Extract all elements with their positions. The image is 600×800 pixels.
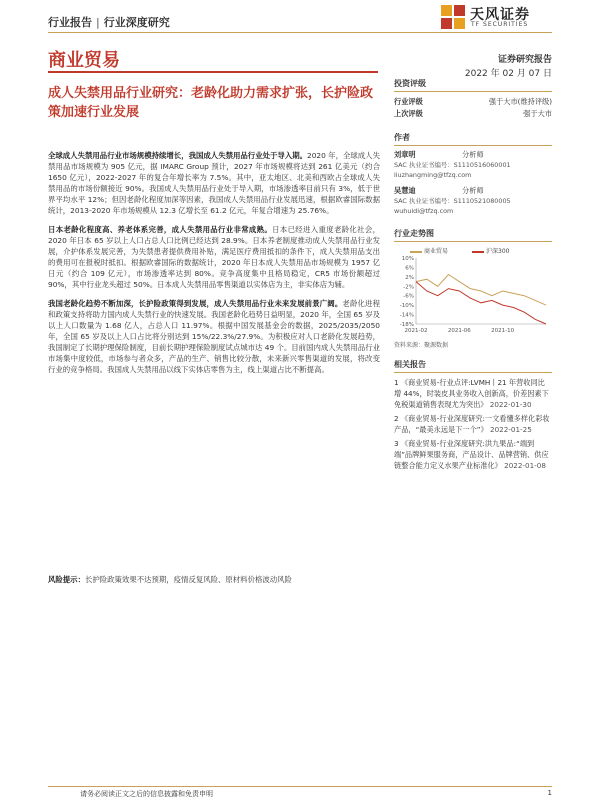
chart-section-title: 行业走势图: [394, 228, 552, 242]
x-tick-label: 2021-02: [404, 328, 428, 334]
report-date: 2022 年 02 月 07 日: [464, 69, 552, 79]
risk-label: 风险提示：: [48, 575, 85, 584]
related-report-date: 2022-01-30: [489, 400, 532, 409]
logo-mark-icon: [440, 4, 466, 30]
subcategory-label: 行业深度研究: [103, 16, 170, 29]
related-report-text: 2 《商业贸易-行业深度研究:一文看懂多样化彩妆产品，“最美永远是下一个”》: [394, 414, 550, 434]
analyst-cert: SAC 执业证书编号：S1110521080005: [394, 197, 511, 205]
author-section-title: 作者: [394, 132, 552, 146]
industry-trend-chart: [394, 246, 552, 338]
category-separator: |: [96, 16, 100, 29]
risk-warning: [48, 574, 388, 585]
logo-name-en: TF SECURITIES: [471, 21, 529, 28]
report-category: [48, 14, 170, 30]
series-line-2: [416, 282, 546, 324]
paragraph-lead: 日本老龄化程度高、养老体系完善，成人失禁用品行业非常成熟。: [48, 225, 273, 234]
sector-rule: [48, 71, 378, 73]
company-logo: [440, 2, 554, 32]
paragraph-1: [48, 150, 380, 216]
report-type: 证券研究报告: [497, 55, 552, 65]
paragraph-text: 老龄化进程和政策支持将助力国内成人失禁行业的快速发展。我国老龄化趋势日益明显，2020 年，全国 65 岁及以上人口数量为 1.68 亿人，占总人口 11.97%。根据中国发展基金会的数据，2025/2035/2050 年，全国 65 岁及以上人口占比将分别达到 15%/22.3%/27.9%。为积极应对人口老龄化发展趋势，我国制定了长期护理保险制度，目前长期护理保险制度试点城市达 49 个。目前国内成人失禁用品行业市场集中度较低，市场参与者众多，产品的生产、销售比较分散，未来新兴零售渠道的发展，将改变行业的竞争格局。我国成人失禁用品以线下实体店零售为主，线上渠道占比不断提高。: [48, 299, 380, 374]
footer-rule: [48, 786, 552, 787]
x-tick-label: 2021-06: [447, 328, 471, 334]
related-report-date: 2022-01-08: [504, 461, 546, 470]
analyst-cert: SAC 执业证书编号：S1110516060001: [394, 161, 511, 169]
legend-swatch-1: [410, 251, 422, 253]
series-line-1: [416, 275, 546, 306]
legend-item-1: [410, 246, 448, 255]
paragraph-2: [48, 224, 380, 290]
legend-label-2: 沪深300: [486, 248, 510, 255]
rating-row: [394, 96, 552, 108]
analyst-email[interactable]: liuzhangming@tfzq.com: [394, 171, 472, 179]
analyst-email[interactable]: wuhuidi@tfzq.com: [394, 207, 454, 215]
analyst-role: 分析师: [462, 186, 484, 195]
page-number: 1: [547, 789, 552, 797]
analyst-name: 刘章明: [394, 150, 416, 159]
y-tick-label: 10%: [401, 256, 414, 262]
y-tick-label: -18%: [399, 322, 414, 328]
y-tick-label: 2%: [405, 274, 414, 281]
chart-legend: [410, 246, 509, 255]
related-report-text: 3 《商业贸易-行业深度研究:洪九果品:“端到端”品牌鲜果服务商，产品设计、品牌营销、供应链整合能力定义水果产业标准化》: [394, 439, 549, 470]
sidebar: [394, 78, 552, 474]
x-tick-label: 2021-10: [491, 328, 515, 334]
rating-value: 强于大市(维持评级): [488, 97, 552, 106]
rating-section-title: 投资评级: [394, 78, 552, 92]
header-rule: [48, 32, 552, 33]
rating-value: 强于大市: [523, 109, 552, 118]
legend-item-2: [472, 246, 509, 255]
logo-name-cn: 天风证券: [470, 7, 530, 23]
y-tick-label: -14%: [399, 312, 414, 319]
related-section-title: 相关报告: [394, 359, 552, 373]
y-tick-label: -10%: [399, 303, 414, 310]
related-report-1[interactable]: [394, 377, 552, 410]
paragraph-text: 2020 年，全球成人失禁用品市场规模为 905 亿元，据 IMARC Group 预计，2027 年市场规模将达到 261 亿美元（约合 1650 亿元），2022-2027 年的复合年增长率为 7.5%。其中，亚太地区、北美和西欧占全球成人失禁用品的市场份额接近 90%。我国成人失禁用品行业处于导入期，市场渗透率目前只有 3%，低于世界平均水平 12%；但因老龄化程度加深等因素，我国成人失禁用品行业发展迅速，根据欧睿国际数据统计，2013-2020 年市场规模从 12.3 亿增长至 61.2 亿元，年复合增速为 25.76%。: [48, 151, 380, 215]
y-tick-label: 6%: [405, 265, 414, 272]
trend-chart-svg: [394, 246, 552, 338]
rating-key: 上次评级: [394, 109, 423, 118]
analyst-name: 吴慧迪: [394, 186, 416, 195]
footer-disclaimer: 请务必阅读正文之后的信息披露和免责申明: [80, 790, 213, 798]
y-tick-label: -2%: [403, 284, 414, 291]
analyst-role: 分析师: [462, 150, 484, 159]
risk-text: 长护险政策效果不达预期，疫情反复风险、原材料价格波动风险: [84, 575, 292, 584]
chart-source: 资料来源：聚源数据: [394, 342, 449, 349]
related-report-date: 2022-01-25: [490, 425, 532, 434]
paragraph-lead: 全球成人失禁用品行业市场规模持续增长，我国成人失禁用品行业处于导入期。: [48, 151, 308, 160]
report-title: 成人失禁用品行业研究：老龄化助力需求扩张，长护险政策加速行业发展: [48, 86, 374, 120]
analyst-card: [394, 150, 552, 180]
analyst-card: [394, 186, 552, 216]
rating-key: 行业评级: [394, 97, 423, 106]
related-report-text: 1 《商业贸易-行业点评:LVMH丨21 年营收同比增 44%，时装皮具业务收入创新高，价差因素下免税渠道销售表现尤为突出》: [394, 378, 549, 409]
legend-swatch-2: [472, 251, 484, 253]
rating-row: [394, 108, 552, 120]
related-report-2[interactable]: [394, 413, 552, 435]
paragraph-lead: 我国老龄化趋势不断加深，长护险政策得到发展，成人失禁用品行业未来发展前景广阔。: [48, 299, 343, 308]
paragraph-3: [48, 298, 380, 375]
category-label: 行业报告: [48, 16, 92, 29]
related-report-3[interactable]: [394, 438, 552, 471]
sector-name: 商业贸易: [48, 50, 120, 71]
main-body: [48, 150, 380, 383]
legend-label-1: 商业贸易: [424, 248, 449, 255]
y-tick-label: -6%: [403, 293, 414, 300]
paragraph-text: 日本已经进入重度老龄化社会，2020 年日本 65 岁以上人口占总人口比例已经达到 28.9%。日本养老制度推动成人失禁用品行业发展，介护体系发展完善，为失禁患者提供费用补贴，满足医疗费用抵扣的条件下，成人失禁用品支出的费用可在报税时抵扣。根据欧睿国际的数据统计，2020 年日本成人失禁用品市场规模为 1957 亿日元（约合 109 亿元），市场渗透率达到 80%。竞争高度集中且格局稳定，CR5 市场份额超过 90%，其中行业龙头超过 50%。日本成人失禁用品零售渠道以实体店为主，非实体店为辅。: [48, 225, 380, 289]
